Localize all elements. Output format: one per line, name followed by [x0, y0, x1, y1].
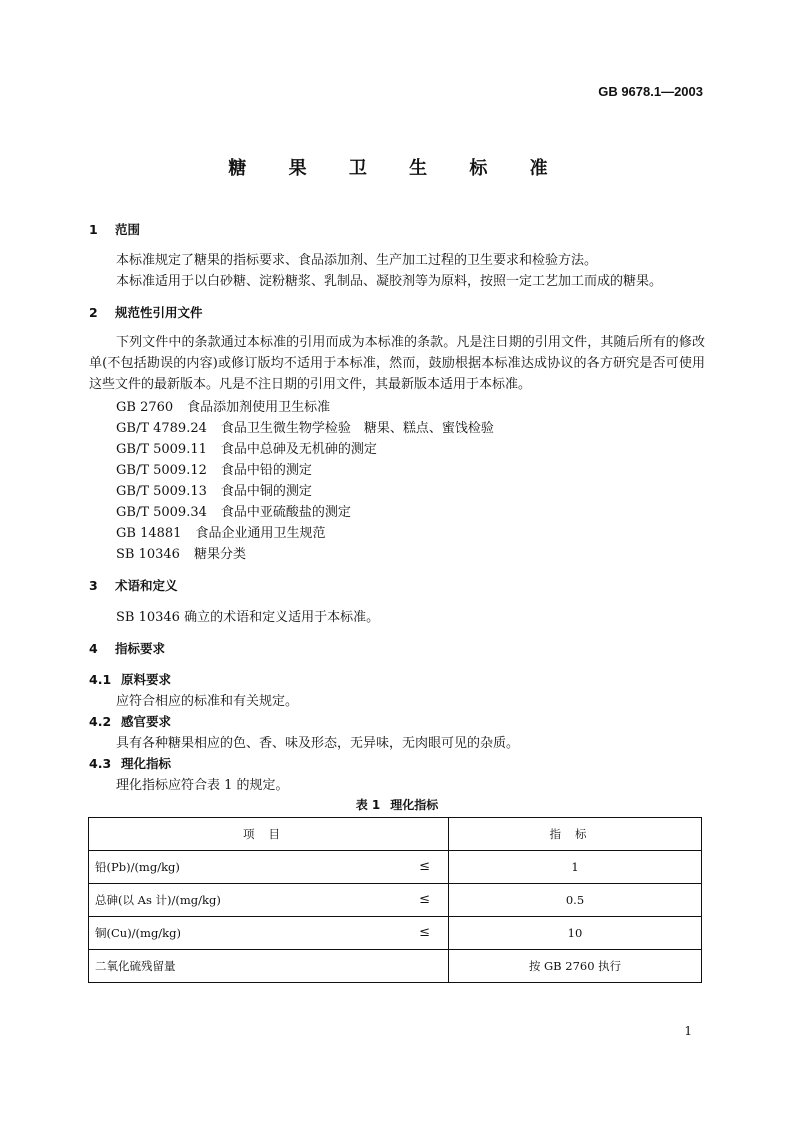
reference-title: 食品卫生微生物学检验 糖果、糕点、蜜饯检验	[220, 421, 494, 436]
item-cell	[89, 917, 449, 950]
section-number: 2	[89, 305, 98, 320]
item-label: 铅(Pb)/(mg/kg)	[95, 860, 180, 874]
section-title: 指标要求	[115, 641, 166, 656]
section-4-heading	[89, 639, 165, 657]
section-3-text: SB 10346 确立的术语和定义适用于本标准。	[116, 610, 380, 625]
section-title: 范围	[115, 222, 141, 237]
reference-item	[116, 502, 494, 523]
item-label: 二氧化硫残留量	[95, 959, 176, 973]
reference-item	[116, 481, 494, 502]
reference-item	[116, 523, 494, 544]
subsection-4-3-heading	[89, 754, 171, 772]
reference-title: 食品中铜的测定	[220, 484, 312, 499]
reference-code: GB 2760	[116, 400, 174, 415]
value-cell: 10	[449, 917, 702, 950]
reference-title: 食品中总砷及无机砷的测定	[220, 442, 377, 457]
document-title: 糖 果 卫 生 标 准	[228, 158, 566, 179]
item-cell	[89, 884, 449, 917]
reference-title: 食品中铅的测定	[220, 463, 312, 478]
table-row	[89, 851, 702, 884]
reference-item	[116, 418, 494, 439]
item-cell	[89, 950, 449, 983]
section-title: 规范性引用文件	[115, 305, 203, 320]
less-equal-symbol: ≤	[419, 859, 430, 874]
table-row	[89, 950, 702, 983]
item-cell	[89, 851, 449, 884]
reference-title: 糖果分类	[193, 547, 246, 562]
reference-item	[116, 397, 494, 418]
section-number: 3	[89, 578, 98, 593]
section-1-line-1: 本标准规定了糖果的指标要求、食品添加剂、生产加工过程的卫生要求和检验方法。	[116, 253, 598, 268]
reference-title: 食品中亚硫酸盐的测定	[220, 505, 351, 520]
subsection-4-1-text: 应符合相应的标准和有关规定。	[116, 694, 299, 709]
reference-code: GB/T 5009.13	[116, 484, 207, 499]
reference-code: GB/T 5009.11	[116, 442, 207, 457]
reference-code: GB 14881	[116, 526, 182, 541]
reference-code: SB 10346	[116, 547, 180, 562]
subsection-4-2-text: 具有各种糖果相应的色、香、味及形态，无异味，无肉眼可见的杂质。	[116, 736, 520, 751]
section-2-heading	[89, 303, 203, 321]
reference-list	[116, 397, 494, 565]
subsection-4-2-heading	[89, 712, 171, 730]
subsection-number: 4.3	[89, 756, 112, 771]
standard-code: GB 9678.1—2003	[598, 84, 703, 99]
value-cell: 0.5	[449, 884, 702, 917]
value-cell: 按 GB 2760 执行	[449, 950, 702, 983]
page-number: 1	[684, 1024, 692, 1038]
less-equal-symbol: ≤	[419, 892, 430, 907]
reference-code: GB/T 5009.12	[116, 463, 207, 478]
item-label: 铜(Cu)/(mg/kg)	[95, 926, 181, 940]
reference-item	[116, 544, 494, 565]
section-number: 1	[89, 222, 98, 237]
section-1-heading	[89, 220, 140, 238]
reference-code: GB/T 5009.34	[116, 505, 207, 520]
item-label: 总砷(以 As 计)/(mg/kg)	[95, 893, 221, 907]
reference-title: 食品添加剂使用卫生标准	[187, 400, 331, 415]
subsection-title: 原料要求	[121, 672, 172, 687]
reference-title: 食品企业通用卫生规范	[195, 526, 326, 541]
reference-item	[116, 460, 494, 481]
section-number: 4	[89, 641, 98, 656]
subsection-number: 4.2	[89, 714, 112, 729]
table-row	[89, 884, 702, 917]
subsection-number: 4.1	[89, 672, 112, 687]
table-caption	[0, 796, 794, 813]
reference-code: GB/T 4789.24	[116, 421, 207, 436]
reference-item	[116, 439, 494, 460]
column-header-value: 指标	[449, 818, 702, 851]
section-3-heading	[89, 576, 178, 594]
less-equal-symbol: ≤	[419, 925, 430, 940]
section-title: 术语和定义	[115, 578, 178, 593]
value-cell: 1	[449, 851, 702, 884]
column-header-item: 项目	[89, 818, 449, 851]
section-2-intro: 下列文件中的条款通过本标准的引用而成为本标准的条款。凡是注日期的引用文件，其随后所有的修改单(不包括勘误的内容)或修订版均不适用于本标准，然而，鼓励根据本标准达成协议的各方研究是否可使用这些文件的最新版本。凡是不注日期的引用文件，其最新版本适用于本标准。	[89, 335, 705, 392]
section-1-line-2: 本标准适用于以白砂糖、淀粉糖浆、乳制品、凝胶剂等为原料，按照一定工艺加工而成的糖果。	[116, 274, 663, 289]
subsection-title: 感官要求	[121, 714, 172, 729]
subsection-title: 理化指标	[121, 756, 172, 771]
table-header-row	[89, 818, 702, 851]
subsection-4-1-heading	[89, 670, 171, 688]
table-caption-number: 表 1	[355, 798, 381, 812]
subsection-4-3-text: 理化指标应符合表 1 的规定。	[116, 778, 289, 793]
spec-table	[88, 817, 702, 983]
table-row	[89, 917, 702, 950]
table-caption-title: 理化指标	[390, 798, 439, 812]
